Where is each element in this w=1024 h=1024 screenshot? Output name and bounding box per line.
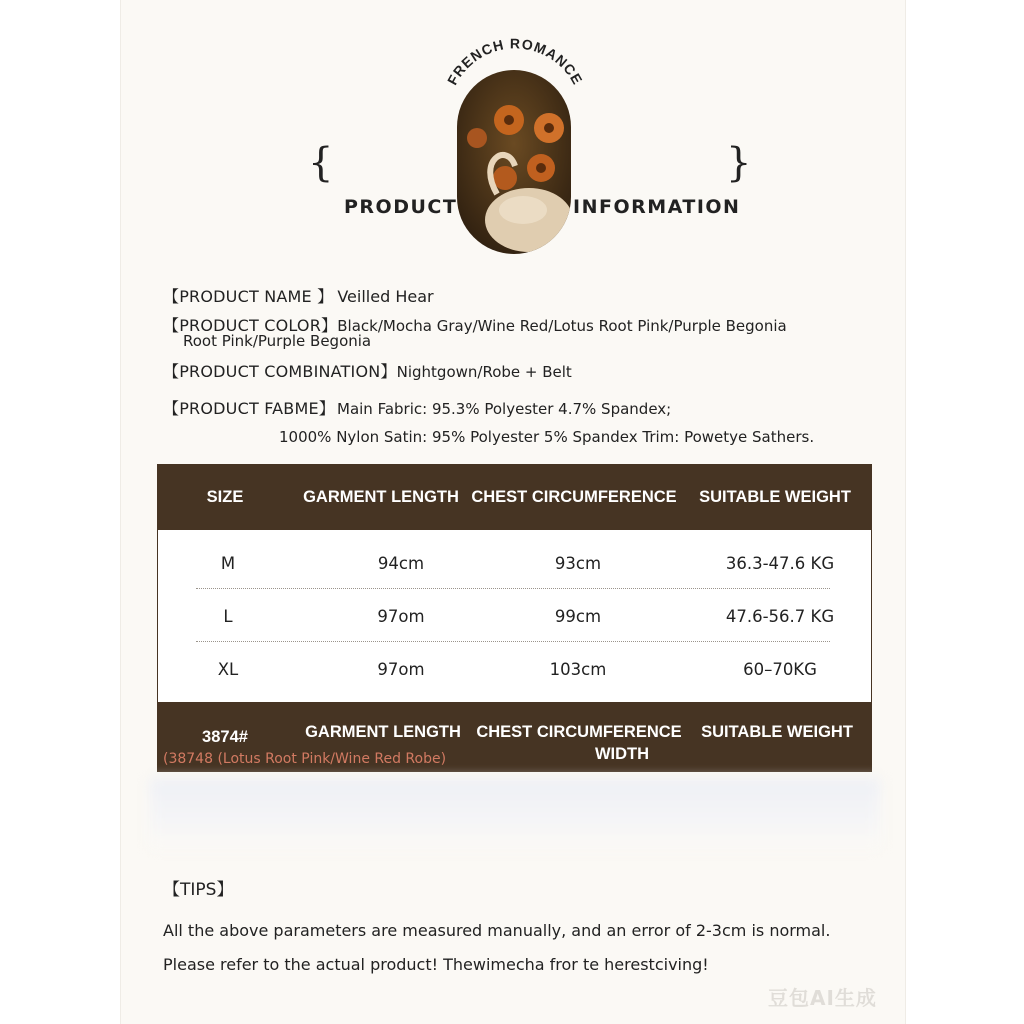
table-cell: 60–70KG	[743, 660, 817, 679]
arc-title-text: FRENCH ROMANCE	[443, 35, 587, 88]
size-table-header	[157, 464, 872, 530]
table-cell: 103cm	[549, 660, 607, 679]
robe-chest-circumference-header: CHEST CIRCUMFERENCE	[476, 723, 682, 741]
right-brace: }	[726, 140, 752, 186]
product-fabric-value: Main Fabric: 95.3% Polyester 4.7% Spandex;	[337, 400, 672, 418]
product-combination-value: Nightgown/Robe + Belt	[396, 363, 572, 381]
robe-garment-length-header: GARMENT LENGTH	[305, 723, 461, 741]
size-table-body	[157, 530, 872, 702]
tips-title: 【TIPS】	[163, 880, 234, 900]
robe-suitable-weight-header: SUITABLE WEIGHT	[701, 723, 853, 741]
tips-line-2: Please refer to the actual product! Thewimecha fror te herestciving!	[163, 955, 709, 974]
product-name-label: 【PRODUCT NAME 】	[163, 287, 334, 306]
table-cell: 97om	[377, 660, 425, 679]
product-color-continuation: Root Pink/Purple Begonia	[183, 332, 372, 350]
robe-code: 3874#	[202, 728, 248, 746]
suitable-weight-header: SUITABLE WEIGHT	[699, 488, 851, 506]
size-header: SIZE	[206, 488, 244, 506]
robe-color-note: (38748 (Lotus Root Pink/Wine Red Robe)	[163, 751, 447, 767]
table-cell: L	[223, 607, 233, 626]
row-divider	[196, 588, 830, 589]
tips-line-1: All the above parameters are measured manually, and an error of 2-3cm is normal.	[163, 921, 831, 940]
table-cell: 36.3-47.6 KG	[725, 554, 835, 573]
table-cell: 93cm	[554, 554, 602, 573]
robe-width-header: WIDTH	[594, 745, 650, 763]
chest-circumference-header: CHEST CIRCUMFERENCE	[471, 488, 677, 506]
table-cell: 94cm	[377, 554, 425, 573]
table-cell: 47.6-56.7 KG	[725, 607, 835, 626]
header-information-word: INFORMATION	[573, 196, 741, 218]
product-combination-line	[163, 359, 572, 382]
product-name-line	[163, 284, 434, 307]
product-combination-label: 【PRODUCT COMBINATION】	[163, 362, 397, 381]
ai-watermark: 豆包AI生成	[768, 986, 877, 1010]
product-name-value: Veilled Hear	[337, 287, 434, 306]
flower-vase-image	[457, 70, 571, 254]
table-cell: M	[220, 554, 236, 573]
table-cell: XL	[217, 660, 239, 679]
garment-length-header: GARMENT LENGTH	[303, 488, 459, 506]
product-fabric-label: 【PRODUCT FABME】	[163, 399, 335, 418]
table-cell: 99cm	[554, 607, 602, 626]
flower-vase-illustration	[457, 70, 571, 254]
product-color-value: Black/Mocha Gray/Wine Red/Lotus Root Pink/Purple Begonia	[337, 317, 787, 335]
table-cell: 97om	[377, 607, 425, 626]
product-fabric-line	[163, 396, 671, 419]
left-brace: {	[308, 140, 334, 186]
product-fabric-continuation: 1000% Nylon Satin: 95% Polyester 5% Spandex Trim: Powetye Sathers.	[279, 428, 815, 446]
row-divider	[196, 641, 830, 642]
blurred-band	[150, 778, 880, 848]
product-color-label: 【PRODUCT COLOR】	[163, 316, 338, 335]
header-product-word: PRODUCT	[344, 196, 458, 218]
